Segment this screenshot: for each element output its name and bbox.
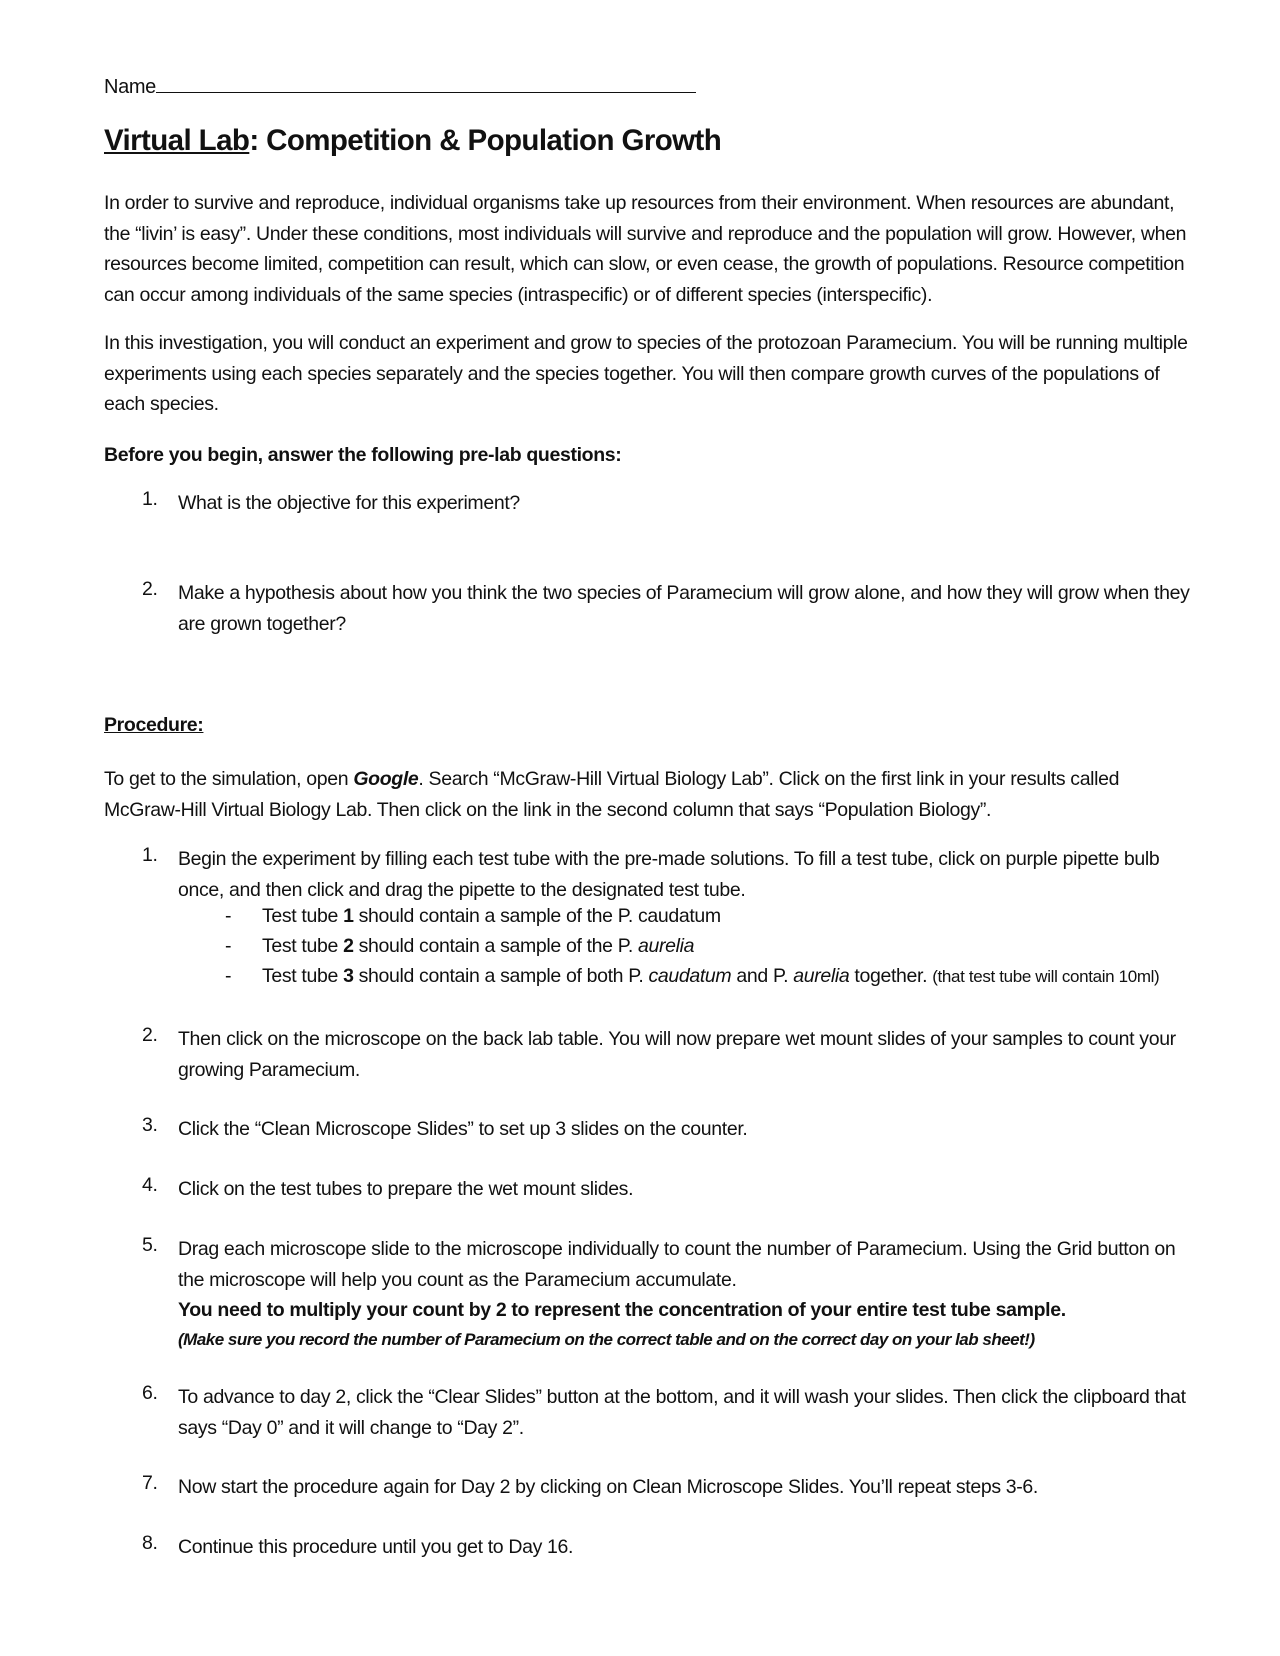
procedure-intro-text-a: To get to the simulation, open [104,768,354,790]
procedure-intro [104,764,1194,825]
google-mention: Google [353,768,419,790]
sub-3-species-2: aurelia [793,965,850,987]
step-8-text: Continue this procedure until you get to Day 16. [178,1536,574,1558]
sub-2-tube-number: 2 [343,935,354,957]
title-subject: : Competition & Population Growth [249,124,722,157]
name-label: Name [104,76,156,98]
step-7-text: Now start the procedure again for Day 2 by clicking on Clean Microscope Slides. You’ll repeat steps 3-6. [178,1476,1038,1498]
sub-3-a: Test tube [262,965,344,987]
step-5-text: Drag each microscope slide to the microscope individually to count the number of Paramecium. Using the Grid button on the microscope will help you count as the Paramecium accumulate. [178,1238,1176,1291]
sub-2-species: aurelia [637,935,695,957]
step-7-number: 7. [142,1472,158,1494]
step-6-text: To advance to day 2, click the “Clear Slides” button at the bottom, and it will wash your slides. Then click the clipboard that says “Day 0” and it will change to “Day 2”. [178,1386,1186,1439]
step-1-text: Begin the experiment by filling each test tube with the pre-made solutions. To fill a test tube, click on purple pipette bulb once, and then click and drag the pipette to the designated test tube. [178,848,1160,901]
step-5-number: 5. [142,1234,158,1256]
sub-3-species-1: caudatum [648,965,732,987]
step-1-sub-2-dash: - [225,935,232,957]
page-title [104,124,721,158]
prelab-heading: Before you begin, answer the following pre-lab questions: [104,444,622,466]
procedure-intro-text-b: . Search “McGraw-Hill Virtual Biology Lab”. Click on the first link in your results called McGraw-Hill Virtual Biology Lab. Then click on the link in the second column that says “Population Biology”. [104,768,1120,821]
sub-1-b: should contain a sample of the P. caudatum [353,905,721,927]
step-1-sub-2 [262,935,694,958]
name-blank-line [156,74,696,93]
sub-1-tube-number: 1 [343,905,354,927]
step-8-number: 8. [142,1532,158,1554]
step-4-number: 4. [142,1174,158,1196]
step-2-text: Then click on the microscope on the back lab table. You will now prepare wet mount slides of your samples to count your growing Paramecium. [178,1028,1176,1081]
step-1-number: 1. [142,844,158,866]
sub-3-volume-note: (that test tube will contain 10ml) [932,967,1160,986]
step-5-emphasis: You need to multiply your count by 2 to represent the concentration of your entire test tube sample. [178,1299,1066,1321]
step-4-text: Click on the test tubes to prepare the wet mount slides. [178,1178,634,1200]
sub-2-b: should contain a sample of the P. [353,935,638,957]
intro-paragraph-1: In order to survive and reproduce, individual organisms take up resources from their environment. When resources are abundant, the “livin’ is easy”. Under these conditions, most individuals will survive and reproduce and the population will grow. However, when resources become limited, competition can result, which can slow, or even cease, the growth of populations. Resource competition can occur among individuals of the same species (intraspecific) or of different species (interspecific). [104,192,1187,306]
sub-3-b: should contain a sample of both P. [353,965,649,987]
sub-3-tube-number: 3 [343,965,354,987]
step-5-note: (Make sure you record the number of Paramecium on the correct table and on the correct day on your lab sheet!) [178,1330,1035,1349]
step-3-text: Click the “Clean Microscope Slides” to set up 3 slides on the counter. [178,1118,748,1140]
name-field [104,74,696,99]
step-6-number: 6. [142,1382,158,1404]
intro-paragraph-2: In this investigation, you will conduct an experiment and grow to species of the protozoan Paramecium. You will be running multiple experiments using each species separately and the species together. You will then compare growth curves of the populations of each species. [104,332,1188,415]
sub-3-c: and P. [731,965,794,987]
prelab-q2-text: Make a hypothesis about how you think the two species of Paramecium will grow alone, and how they will grow when they are grown together? [178,582,1190,635]
sub-2-a: Test tube [262,935,344,957]
procedure-heading: Procedure: [104,714,204,736]
prelab-q1-number: 1. [142,488,158,510]
step-1-sub-1 [262,905,721,928]
sub-1-a: Test tube [262,905,344,927]
step-1-sub-3-dash: - [225,965,232,987]
step-1-sub-3 [262,965,1159,988]
prelab-q1-text: What is the objective for this experiment? [178,492,520,514]
step-2-number: 2. [142,1024,158,1046]
prelab-q2-number: 2. [142,578,158,600]
step-1-sub-1-dash: - [225,905,232,927]
title-virtual-lab: Virtual Lab [104,124,250,157]
sub-3-d: together. [849,965,933,987]
step-3-number: 3. [142,1114,158,1136]
